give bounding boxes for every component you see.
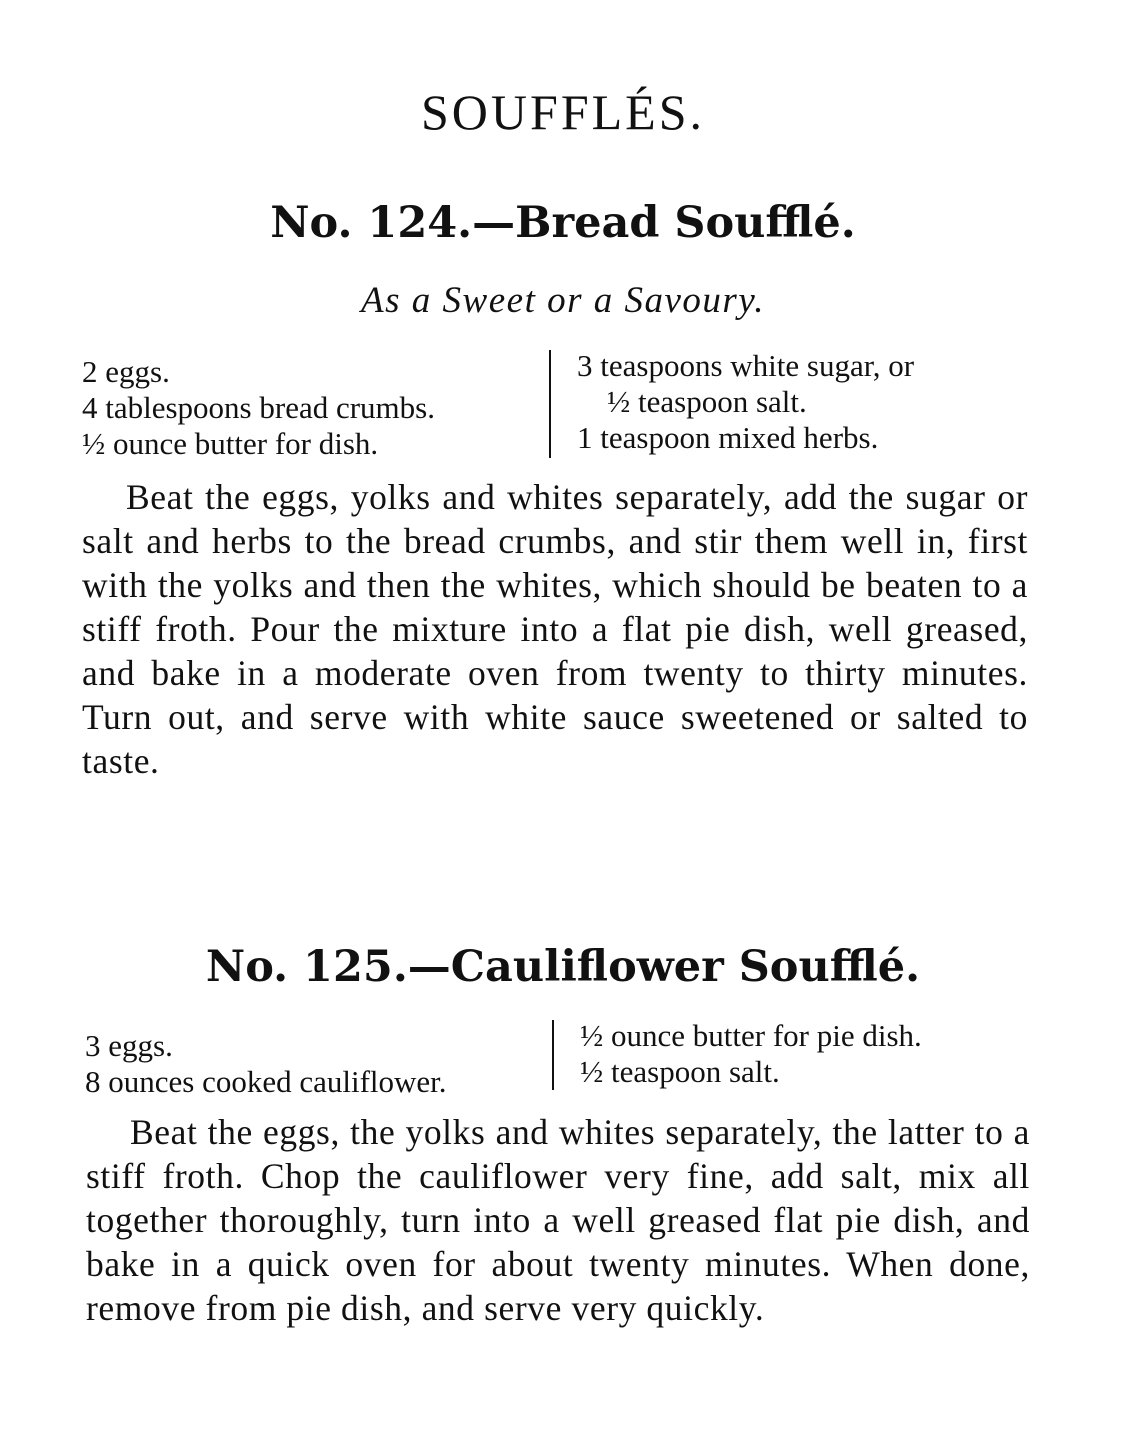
ingredient-item: 8 ounces cooked cauliflower.	[85, 1064, 447, 1099]
recipe-125-ingredients-right	[580, 1018, 922, 1090]
ingredient-item: 3 eggs.	[85, 1028, 173, 1063]
recipe-124-ingredients-left	[82, 354, 435, 462]
recipe-125-method-text: Beat the eggs, the yolks and whites separately, the latter to a stiff froth. Chop the cauliflower very fine, add salt, mix all together thoroughly, turn into a well greased flat pie dish, and bake in a quick oven for about twenty minutes. When done, remove from pie dish, and serve very quickly.	[86, 1112, 1030, 1328]
ingredient-item: 2 eggs.	[82, 354, 170, 389]
recipe-125-heading: No. 125.—Cauliflower Soufflé.	[205, 942, 921, 992]
recipe-124-heading: No. 124.—Bread Soufflé.	[270, 198, 856, 248]
ingredient-item: 1 teaspoon mixed herbs.	[577, 420, 879, 455]
recipe-125-ingredients-left	[85, 1028, 447, 1100]
ingredient-item: 3 teaspoons white sugar, or	[577, 348, 915, 383]
recipe-124-subtitle: As a Sweet or a Savoury.	[361, 280, 765, 321]
ingredient-item: ½ ounce butter for dish.	[82, 426, 379, 461]
recipe-124-ingredients-right	[577, 348, 914, 456]
ingredients-divider	[552, 1020, 554, 1090]
ingredients-divider	[549, 350, 551, 458]
recipe-124-method-text: Beat the eggs, yolks and whites separately, add the sugar or salt and herbs to the bread crumbs, and stir them well in, first with the yolks and then the whites, which should be beaten to a stiff froth. Pour the mixture into a flat pie dish, well greased, and bake in a moderate oven from twenty to thirty minutes. Turn out, and serve with white sauce sweetened or salted to taste.	[82, 477, 1028, 781]
recipe-125-method	[86, 1110, 1030, 1330]
ingredient-item: ½ teaspoon salt.	[607, 384, 807, 419]
section-title: SOUFFLÉS.	[420, 84, 706, 140]
recipe-124-method	[82, 475, 1028, 783]
recipe-124-ingredients	[82, 350, 1042, 462]
ingredient-item: ½ ounce butter for pie dish.	[580, 1018, 922, 1053]
ingredient-item: ½ teaspoon salt.	[580, 1054, 780, 1089]
ingredient-item: 4 tablespoons bread crumbs.	[82, 390, 435, 425]
recipe-125-ingredients	[85, 1018, 1045, 1099]
